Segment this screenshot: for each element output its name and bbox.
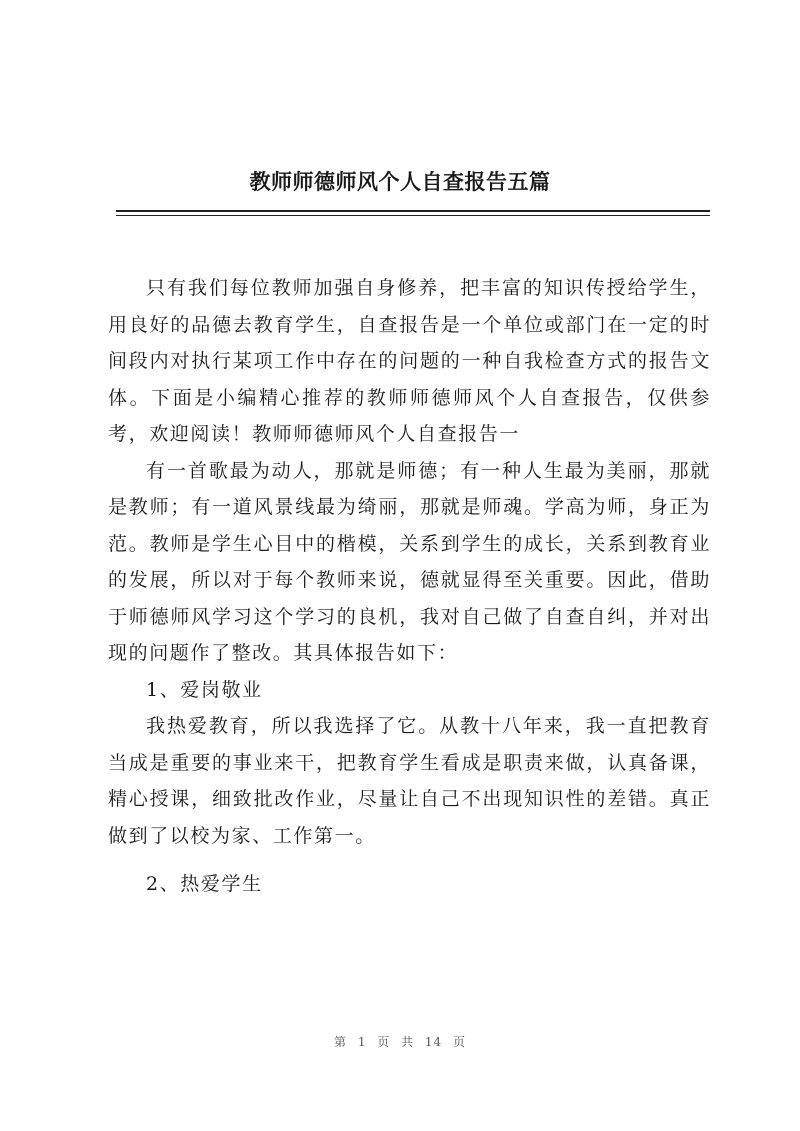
title-rule-thick (116, 210, 710, 212)
opening-paragraph: 有一首歌最为动人，那就是师德；有一种人生最为美丽，那就是教师；有一道风景线最为绮丽，那就是师魂。学高为师，身正为范。教师是学生心目中的楷模，关系到学生的成长，关系到教育业的发展，所以对于每个教师来说，德就显得至关重要。因此，借助于师德师风学习这个学习的良机，我对自己做了自查自纠，并对出现的问题作了整改。其具体报告如下： (108, 459, 711, 664)
section-1-paragraph: 我热爱教育，所以我选择了它。从教十八年来，我一直把教育当成是重要的事业来干，把教育学生看成是职责来做，认真备课，精心授课，细致批改作业，尽量让自己不出现知识性的差错。真正做到了以校为家、工作第一。 (108, 715, 711, 847)
document-title: 教师师德师风个人自查报告五篇 (249, 169, 551, 194)
section-1-heading: 1、爱岗敬业 (146, 678, 263, 701)
page-footer: 第 1 页 共 14 页 (334, 1035, 466, 1049)
section-2-heading: 2、热爱学生 (146, 873, 263, 895)
title-rule-thin (116, 215, 710, 216)
intro-paragraph: 只有我们每位教师加强自身修养，把丰富的知识传授给学生，用良好的品德去教育学生，自查报告是一个单位或部门在一定的时间段内对执行某项工作中存在的问题的一种自我检查方式的报告文体。下面是小编精心推荐的教师师德师风个人自查报告，仅供参考，欢迎阅读！教师师德师风个人自查报告一 (108, 277, 711, 445)
document-body (108, 270, 711, 903)
